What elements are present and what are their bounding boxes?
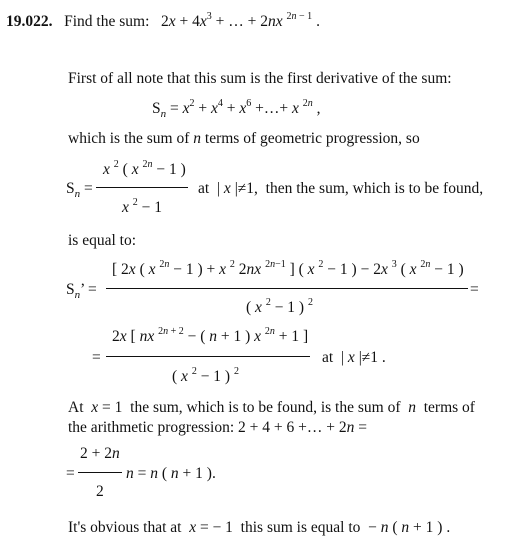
simpl-condition: at | x |≠1 .	[322, 349, 386, 366]
deriv-denominator: ( x $^2$ − 1 ) $^2$	[246, 297, 313, 316]
arith-result: n = n ( n + 1 ).	[126, 465, 216, 482]
arith-equals: =	[66, 465, 75, 482]
problem-prompt: Find the sum:	[64, 13, 150, 30]
at-x1-line: At x = 1 the sum, which is to be found, is the sum of n terms of	[68, 399, 475, 416]
problem-header	[6, 11, 320, 30]
sn-fraction-bar	[96, 187, 188, 188]
arith-line: the arithmetic progression: 2 + 4 + 6 +… + 2n =	[68, 419, 367, 436]
intro-text: First of all note that this sum is the first derivative of the sum:	[68, 70, 452, 87]
deriv-numerator: [ 2x ( x $^{2n}$ − 1 ) + x $^2$ 2nx $^{2n-1}$ ] ( x $^2$ − 1 ) − 2x $^3$ ( x $^{2n}$ − 1 )	[112, 259, 464, 278]
equal-to-text: is equal to:	[68, 232, 137, 249]
geom-note-n: n	[193, 130, 202, 147]
problem-number: 19.022.	[6, 13, 53, 30]
deriv-equals: =	[470, 281, 479, 298]
deriv-fraction-bar	[106, 288, 468, 289]
simpl-denominator: ( x $^2$ − 1 ) $^2$	[172, 366, 239, 385]
simpl-fraction-bar	[106, 356, 310, 357]
geom-note	[68, 131, 420, 147]
geom-note-tail: terms of geometric progression, so	[204, 130, 420, 147]
arith-numerator: 2 + 2n	[80, 445, 120, 462]
simpl-numerator: 2x [ nx $^{2n + 2}$ − ( n + 1 ) x $^{2n}$ + 1 ]	[112, 326, 309, 345]
final-line: It's obvious that at x = − 1 this sum is equal to − n ( n + 1 ) .	[68, 519, 451, 536]
sn-prime-label: $S_n$’ =	[66, 281, 97, 301]
geom-note-text: which is the sum of	[68, 130, 190, 147]
arith-fraction-bar	[78, 472, 122, 473]
simpl-equals: =	[92, 349, 101, 366]
arith-denominator: 2	[96, 483, 104, 500]
sn-label: $S_n$ =	[66, 180, 93, 200]
sn-series-formula: $S_n = x^2 + x^4 + x^6$ +…+ x $^{2n}$ ,	[152, 98, 321, 120]
problem-expression: $2x + 4x^3$ + … + 2nx $^{2n - 1}$ .	[161, 11, 320, 30]
sn-numerator: x $^2$ ( x $^{2n}$ − 1 )	[103, 159, 186, 178]
sn-denominator: x $^2$ − 1	[122, 197, 163, 216]
sn-condition: at | x |≠1, then the sum, which is to be found,	[198, 180, 484, 197]
